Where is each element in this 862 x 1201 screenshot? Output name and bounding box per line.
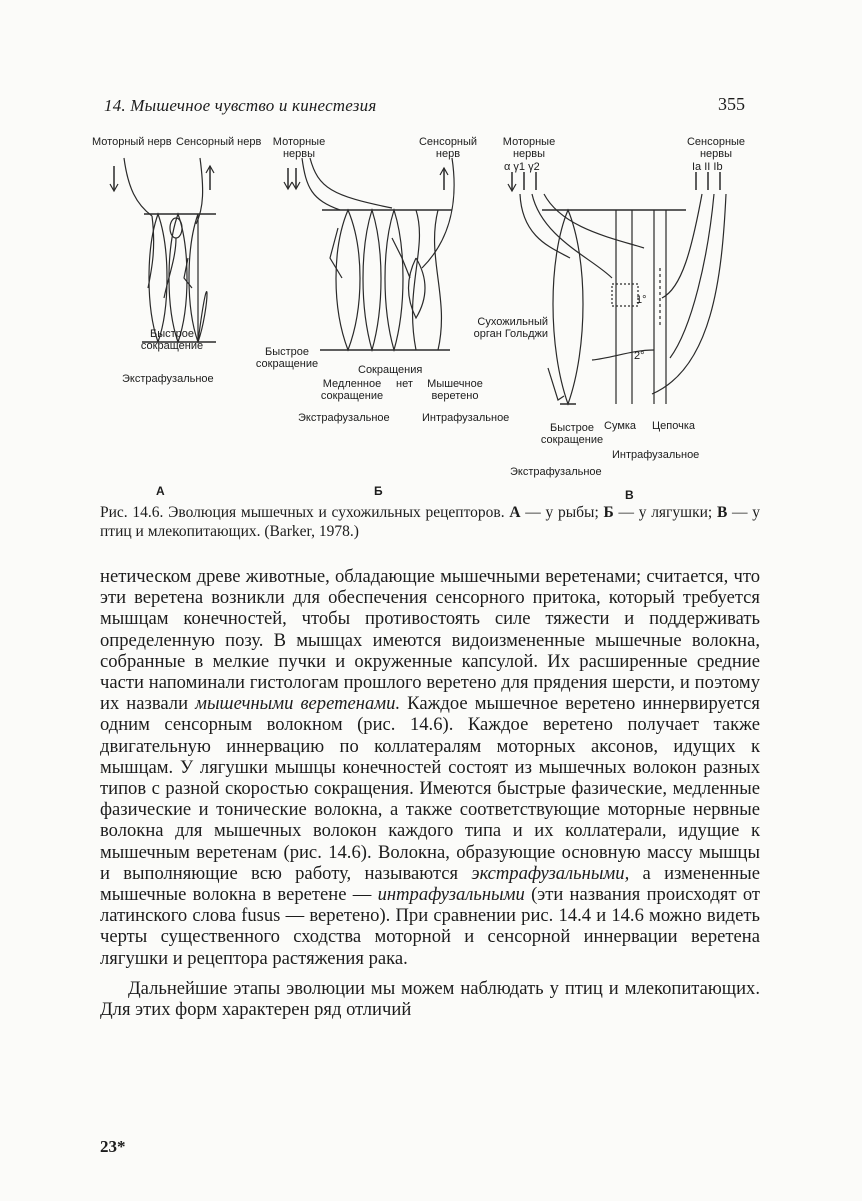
panel-a-drawing bbox=[110, 158, 216, 342]
paragraph-1-part-c: а измененные мышечные волокна в веретене — bbox=[100, 862, 761, 906]
figure-caption bbox=[100, 503, 760, 541]
panel-a-sensory-nerve-label: Сенсорный нерв bbox=[176, 136, 262, 148]
caption-key-a: А bbox=[509, 504, 521, 521]
term-intrafusal: интрафузальными bbox=[377, 884, 525, 906]
figure-14-6 bbox=[92, 128, 772, 508]
panel-c-letter: В bbox=[625, 488, 634, 502]
panel-b-drawing bbox=[284, 158, 454, 350]
paragraph-2: Дальнейшие этапы эволюции мы можем наблюдать у птиц и млекопитающих. Для этих форм характерен ряд отличий bbox=[100, 977, 760, 1021]
paragraph-1-part-b: Каждое мышечное веретено иннервируется одним сенсорным волокном (рис. 14.6). Каждое веретено получает также двигательную иннервацию по коллатералям моторных аксонов, идущих к мышцам. У лягушки мышцы конечностей состоят из мышечных волокон разных типов с разной скоростью сокращения. Имеются быстрые фазические, медленные фазические и тонические волокна, а также соответствующие моторные нервные волокна для мышечных волокон каждого типа и их коллатерали, идущие к мышечным веретенам (рис. 14.6). Волокна, образующие основную массу мышцы и выполняющие всю работу, называются bbox=[100, 693, 760, 884]
panel-c-golgi-organ-label: Сухожильный орган Гольджи bbox=[473, 316, 548, 340]
panel-c-motor-nerves-label: Моторные нервы bbox=[502, 136, 556, 160]
panel-a-letter: А bbox=[156, 484, 165, 498]
signature-mark: 23* bbox=[100, 1137, 126, 1156]
panel-b-muscle-spindle-label: Мышечное веретено bbox=[427, 378, 483, 402]
panel-b-slow-contraction-label: Медленное сокращение bbox=[320, 378, 384, 402]
panel-b-letter: Б bbox=[374, 484, 383, 498]
page-number: 355 bbox=[718, 94, 745, 114]
caption-key-c: В bbox=[716, 504, 728, 521]
paragraph-1-part-a: нетическом древе животные, обладающие мышечными веретенами; считается, что эти веретена возникли для обеспечения сенсорного притока, который требуется мышцам конечностей, чтобы противостоять силе тяжести и поддерживать определенную позу. В мышцах имеются видоизмененные мышечные волокна, собранные в мелкие пучки и окруженные капсулой. Их расширенные средние части напоминали гистологам прошлого веретено для прядения шерсти, и поэтому их назвали bbox=[100, 566, 760, 715]
panel-c-extrafusal-label: Экстрафузальное bbox=[510, 466, 602, 478]
panel-c-intrafusal-label: Интрафузальное bbox=[612, 449, 700, 461]
panel-c-sensory-nerves-label: Сенсорные нервы bbox=[686, 136, 746, 160]
panel-a-fast-contraction-label: Быстрое сокращение bbox=[140, 328, 204, 352]
caption-text: Эволюция мышечных и сухожильных рецепторов. bbox=[168, 504, 505, 521]
panel-c-drawing bbox=[508, 172, 726, 404]
caption-key-b: Б bbox=[603, 504, 614, 521]
caption-text-b: — у лягушки; bbox=[618, 504, 713, 521]
panel-b-intrafusal-label: Интрафузальное bbox=[422, 412, 510, 424]
panel-c-primary-label: 1° bbox=[636, 294, 647, 306]
paragraph-1-part-d: (эти названия происходят от латинского слова fusus — веретено). При сравнении рис. 14.4 и 14.6 можно видеть черты существенного сходства моторной и сенсорной иннервации веретена лягушки и рецептора растяжения рака. bbox=[100, 884, 760, 969]
panel-c-bag-label: Сумка bbox=[604, 420, 637, 432]
panel-c-secondary-label: 2° bbox=[634, 350, 645, 362]
panel-b-sensory-nerve-label: Сенсорный нерв bbox=[418, 136, 478, 160]
panel-c-sensory-types-label: Ia II Ib bbox=[692, 161, 723, 173]
panel-c-motor-types-label: α γ1 γ2 bbox=[504, 161, 540, 173]
panel-b-none-label: нет bbox=[396, 378, 413, 390]
term-extrafusal: экстрафузальными, bbox=[471, 862, 630, 884]
caption-text-c: — у птиц и млекопитающих. (Barker, 1978.) bbox=[100, 504, 761, 540]
panel-b-motor-nerves-label: Моторные нервы bbox=[272, 136, 326, 160]
caption-text-a: — у рыбы; bbox=[525, 504, 599, 521]
panel-b-extrafusal-label: Экстрафузальное bbox=[298, 412, 390, 424]
panel-b-contractions-label: Сокращения bbox=[358, 364, 423, 376]
panel-a-extrafusal-label: Экстрафузальное bbox=[122, 373, 214, 385]
caption-label: Рис. 14.6. bbox=[100, 504, 164, 521]
panel-c-fast-contraction-label: Быстрое сокращение bbox=[540, 422, 604, 446]
panel-c-chain-label: Цепочка bbox=[652, 420, 695, 432]
paragraph-1 bbox=[100, 566, 760, 969]
panel-b-fast-contraction-label: Быстрое сокращение bbox=[255, 346, 319, 370]
term-muscle-spindles: мышечными веретенами. bbox=[195, 693, 401, 715]
panel-a-motor-nerve-label: Моторный нерв bbox=[92, 136, 172, 148]
body-text bbox=[100, 566, 760, 1020]
running-head: 14. Мышечное чувство и кинестезия bbox=[104, 96, 377, 115]
